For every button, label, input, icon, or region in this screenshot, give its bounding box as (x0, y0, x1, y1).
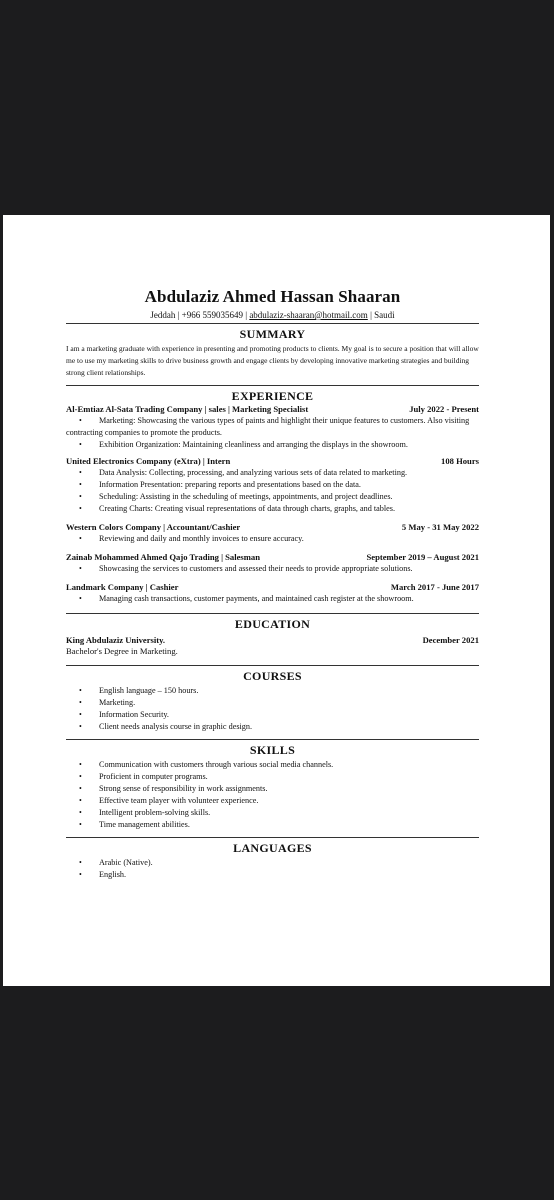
bullet-icon: • (79, 858, 82, 867)
job-header (66, 551, 479, 563)
list-item-text: Managing cash transactions, customer payments, and maintained cash register at the showroom. (99, 594, 414, 603)
list-item (66, 783, 479, 795)
section-divider (66, 613, 479, 614)
list-item-text: Strong sense of responsibility in work assignments. (99, 784, 268, 793)
list-item-text: Data Analysis: Collecting, processing, and analyzing various sets of data related to marketing. (99, 468, 408, 477)
languages-list (66, 857, 479, 881)
list-item-text: Showcasing the services to customers and assessed their needs to provide appropriate solutions. (99, 564, 413, 573)
courses-heading: COURSES (243, 669, 302, 683)
list-item-text: Intelligent problem-solving skills. (99, 808, 211, 817)
job-header (66, 403, 479, 415)
bullet-icon: • (79, 870, 82, 879)
job-title: Zainab Mohammed Ahmed Qajo Trading | Salesman (66, 552, 261, 562)
bullet-icon: • (79, 416, 82, 425)
bullet-icon: • (79, 784, 82, 793)
job-header (66, 521, 479, 533)
section-divider (66, 837, 479, 838)
job-bullet-list (66, 563, 479, 575)
job-header (66, 581, 479, 593)
list-item-text: Information Presentation: preparing reports and presentations based on the data. (99, 480, 361, 489)
resume-page (3, 215, 550, 986)
summary-heading: SUMMARY (239, 327, 306, 341)
bullet-icon: • (79, 504, 82, 513)
bullet-icon: • (79, 698, 82, 707)
bullet-icon: • (79, 722, 82, 731)
section-divider (66, 665, 479, 666)
list-item-text: Effective team player with volunteer experience. (99, 796, 259, 805)
job-date: September 2019 – August 2021 (366, 552, 479, 562)
job-date: 5 May - 31 May 2022 (401, 522, 479, 532)
job-title: Landmark Company | Cashier (66, 582, 179, 592)
list-item (66, 593, 479, 605)
section-divider (66, 385, 479, 386)
list-item-text: Client needs analysis course in graphic design. (99, 722, 253, 731)
list-item (66, 697, 479, 709)
bullet-icon: • (79, 468, 82, 477)
bullet-icon: • (79, 808, 82, 817)
summary-text: I am a marketing graduate with experience in presenting and promoting products to clients. My goal is to secure a position that will allow me to use my marketing skills to drive business growth and engage clients by developing innovative marketing strategies and building strong client relationships. (66, 344, 479, 377)
bullet-icon: • (79, 534, 82, 543)
job-bullet-list (66, 467, 479, 515)
courses-list (66, 685, 479, 733)
contact-email-link[interactable]: abdulaziz-shaaran@hotmail.com (249, 310, 368, 320)
list-item (66, 709, 479, 721)
list-item (66, 869, 479, 881)
contact-country: Saudi (374, 310, 395, 320)
list-item (66, 467, 479, 479)
list-item (66, 563, 479, 575)
job-title: Al-Emtiaz Al-Sata Trading Company | sales | Marketing Specialist (66, 404, 309, 414)
contact-phone: +966 559035649 (181, 310, 243, 320)
list-item-text: Marketing. (99, 698, 136, 707)
list-item-text: Scheduling: Assisting in the scheduling of meetings, appointments, and project deadlines. (99, 492, 393, 501)
section-divider (66, 323, 479, 324)
list-item-text: Time management abilities. (99, 820, 190, 829)
job-bullet-list (66, 533, 479, 545)
list-item-text: Marketing: Showcasing the various types of paints and highlight their unique features to customers. Also visiting contracting companies to promote the products. (66, 416, 470, 437)
list-item (66, 439, 479, 451)
job-date: 108 Hours (441, 456, 479, 466)
contact-separator: | (367, 310, 375, 320)
bullet-icon: • (79, 594, 82, 603)
list-item (66, 721, 479, 733)
bullet-icon: • (79, 686, 82, 695)
education-header (66, 634, 479, 646)
list-item (66, 415, 479, 439)
education-degree: Bachelor's Degree in Marketing. (66, 646, 178, 656)
list-item-text: Proficient in computer programs. (99, 772, 208, 781)
list-item (66, 807, 479, 819)
list-item-text: Arabic (Native). (99, 858, 153, 867)
list-item-text: Exhibition Organization: Maintaining cleanliness and arranging the displays in the showroom. (99, 440, 408, 449)
section-divider (66, 739, 479, 740)
list-item-text: English. (99, 870, 127, 879)
bullet-icon: • (79, 480, 82, 489)
list-item (66, 533, 479, 545)
contact-line (66, 309, 479, 322)
contact-separator: | (243, 310, 250, 320)
job-date: July 2022 - Present (409, 404, 479, 414)
bullet-icon: • (79, 710, 82, 719)
list-item (66, 685, 479, 697)
job-title: Western Colors Company | Accountant/Cashier (66, 522, 241, 532)
bullet-icon: • (79, 564, 82, 573)
list-item-text: Reviewing and daily and monthly invoices to ensure accuracy. (99, 534, 304, 543)
education-heading: EDUCATION (234, 617, 311, 631)
bullet-icon: • (79, 820, 82, 829)
bullet-icon: • (79, 492, 82, 501)
bullet-icon: • (79, 772, 82, 781)
list-item-text: Communication with customers through various social media channels. (99, 760, 334, 769)
bullet-icon: • (79, 760, 82, 769)
list-item (66, 819, 479, 831)
resume-name: Abdulaziz Ahmed Hassan Shaaran (144, 287, 401, 306)
job-bullet-list (66, 415, 479, 451)
list-item (66, 491, 479, 503)
skills-list (66, 759, 479, 831)
education-school: King Abdulaziz University. (66, 635, 166, 645)
contact-city: Jeddah (150, 310, 176, 320)
bullet-icon: • (79, 440, 82, 449)
job-bullet-list (66, 593, 479, 605)
languages-heading: LANGUAGES (233, 841, 312, 855)
job-header (66, 455, 479, 467)
list-item (66, 503, 479, 515)
contact-separator: | (175, 310, 182, 320)
list-item (66, 857, 479, 869)
list-item (66, 759, 479, 771)
skills-heading: SKILLS (249, 743, 296, 757)
list-item-text: Creating Charts: Creating visual representations of data through charts, graphs, and tables. (99, 504, 396, 513)
list-item (66, 771, 479, 783)
experience-heading: EXPERIENCE (231, 389, 314, 403)
job-date: March 2017 - June 2017 (390, 582, 479, 592)
education-date: December 2021 (422, 635, 479, 645)
bullet-icon: • (79, 796, 82, 805)
list-item (66, 795, 479, 807)
list-item (66, 479, 479, 491)
list-item-text: Information Security. (99, 710, 169, 719)
job-title: United Electronics Company (eXtra) | Intern (66, 456, 231, 466)
list-item-text: English language – 150 hours. (99, 686, 199, 695)
